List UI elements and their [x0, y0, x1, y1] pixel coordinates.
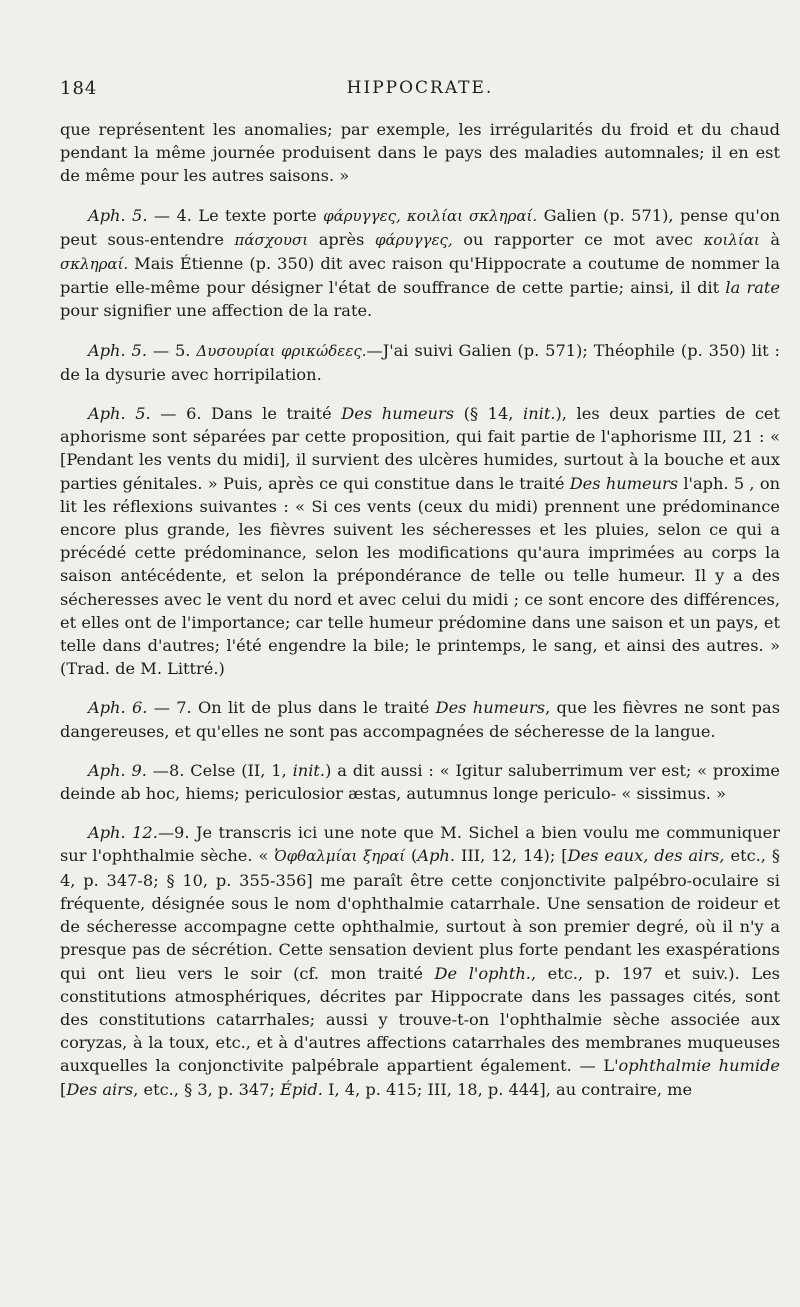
greek-term: φάρυγγες, κοιλίαι σκληραί.: [323, 206, 538, 225]
text-run: [: [60, 1079, 67, 1099]
italic-text: Des humeurs: [569, 473, 679, 493]
running-title: HIPPOCRATE.: [346, 78, 494, 98]
aphorism-reference: Aph. 6.: [88, 698, 148, 718]
text-run: —J'ai suivi Galien (p. 571); Théophile (p. 350) lit : de la dysurie avec horripilation.: [60, 340, 780, 384]
greek-term: Δυσουρίαι φρικώδεες.: [196, 341, 367, 360]
italic-text: De l'ophth.: [434, 963, 531, 983]
text-run: , etc., § 3, p. 347;: [133, 1079, 281, 1099]
note-aph9-8: [60, 759, 780, 805]
italic-text: la rate: [725, 278, 780, 298]
italic-text: Des humeurs: [341, 404, 455, 424]
aphorism-reference: Aph. 5.: [88, 340, 147, 360]
greek-term: πάσχουσι: [234, 230, 309, 249]
italic-text: Des airs: [66, 1079, 134, 1099]
text-run: , etc., p. 197 et suiv.). Les constitutions atmosphériques, décrites par Hippocrate dans les passages cités, sont des constitutions catarrhales; aussi y trouve-t-on l'ophthalmie sèche associée aux coryzas, à la toux, etc., et à d'autres affections catarrhales des membranes muqueuses auxquelles la conjonctivite palpébrale appartient également. — L': [60, 963, 780, 1076]
text-run: Mais Étienne (p. 350) dit avec raison qu'Hippocrate a coutume de nommer la partie elle-même pour désigner l'état de souffrance de cette partie; ainsi, il dit: [60, 254, 780, 298]
text-run: I, 4, p. 415; III, 18, p. 444], au contraire, me: [322, 1079, 693, 1099]
text-run: Galien (p. 571), pense qu'on peut sous-entendre: [60, 205, 781, 249]
italic-text: ophthalmie humide: [618, 1056, 780, 1076]
text-run: — 7. On lit de plus dans le traité: [147, 698, 436, 718]
text-run: ) a dit aussi : « Igitur saluberrimum ver est; « proxime deinde ab hoc, hiems; periculosior æstas, autumnus longe periculo- « sissimus. »: [60, 760, 780, 804]
text-run: ou rapporter ce mot avec: [452, 229, 704, 249]
note-aph6-7: [60, 696, 780, 742]
italic-text: Des humeurs: [435, 698, 546, 718]
paragraph-continuation: que représentent les anomalies; par exemple, les irrégularités du froid et du chaud pendant la même journée produisent dans le pays des maladies automnales; il en est de même pour les autres saisons. »: [60, 120, 780, 186]
italic-text: Épid.: [280, 1079, 323, 1099]
note-aph5-6: [60, 402, 780, 680]
aphorism-reference: Aph. 5.: [88, 404, 151, 424]
greek-term: σκληραί.: [60, 255, 129, 274]
greek-term: Ὀφθαλμίαι ξηραί: [274, 847, 406, 866]
aphorism-reference: Aph. 5.: [88, 205, 148, 225]
text-run: etc., § 4, p. 347-8; § 10, p. 355-356] me paraît être cette conjonctivite palpébro-oculaire si fréquente, désignée sous le nom d'ophthalmie catarrhale. Une sensation de roideur et de sécheresse accompagne cette ophthalmie, surtout à son premier degré, où il n'y a presque pas de sécrétion. Cette sensation devient plus forte pendant les exaspérations qui ont lieu vers le soir (cf. mon traité: [60, 846, 780, 983]
text-run: — 5.: [146, 340, 197, 360]
text-run: à: [759, 229, 780, 249]
text-run: après: [308, 229, 375, 249]
text-run: —9. Je transcris ici une note que M. Sichel a bien voulu me communiquer sur l'ophthalmie sèche. «: [60, 823, 780, 866]
text-run: , que les fièvres ne sont pas dangereuses, et qu'elles ne sont pas accompagnées de sécheresse de la langue.: [60, 698, 780, 741]
body-text: [60, 118, 780, 1101]
italic-text: init.: [292, 760, 326, 780]
note-aph5-4: [60, 204, 780, 323]
page-number: 184: [60, 78, 98, 99]
italic-text: init.: [523, 404, 556, 424]
text-run: —8. Celse (II, 1,: [146, 760, 293, 780]
text-run: — 6. Dans le traité: [150, 404, 342, 424]
greek-term: κοιλίαι: [703, 230, 760, 249]
note-aph5-5: [60, 339, 780, 386]
greek-term: φάρυγγες,: [374, 230, 453, 249]
running-head: [60, 78, 780, 104]
aphorism-reference: Aph. 12.: [88, 823, 158, 843]
italic-text: Aph.: [417, 846, 455, 866]
italic-text: Des eaux, des airs,: [567, 846, 725, 866]
note-aph12-9: [60, 821, 780, 1100]
text-run: pour signifier une affection de la rate.: [60, 301, 373, 321]
text-run: l'aph. 5 , on lit les réflexions suivantes : « Si ces vents (ceux du midi) prennent une prédominance encore plus grande, les fièvres suivent les sécheresses et les pluies, selon ce qui a précédé cette prédominance, selon les modifications qu'aura imprimées au corps la saison antécédente, et selon la prépondérance de telle ou telle humeur. Il y a des sécheresses avec le vent du nord et avec celui du midi ; ce sont encore des différences, et elles ont de l'importance; car telle humeur prédomine dans une saison et un pays, et telle dans d'autres; l'été engendre la bile; le printemps, le sang, et ainsi des autres. » (Trad. de M. Littré.): [60, 473, 780, 679]
text-run: ), les deux parties de cet aphorisme sont séparées par cette proposition, qui fait partie de l'aphorisme III, 21 : « [Pendant les vents du midi], il survient des ulcères humides, surtout à la bouche et aux parties génitales. » Puis, après ce qui constitue dans le traité: [60, 404, 780, 493]
aphorism-reference: Aph. 9.: [88, 760, 147, 780]
text-run: (: [405, 846, 418, 866]
text-run: III, 12, 14); [: [455, 846, 568, 866]
text-run: — 4. Le texte porte: [147, 205, 324, 225]
text-run: (§ 14,: [454, 404, 524, 424]
